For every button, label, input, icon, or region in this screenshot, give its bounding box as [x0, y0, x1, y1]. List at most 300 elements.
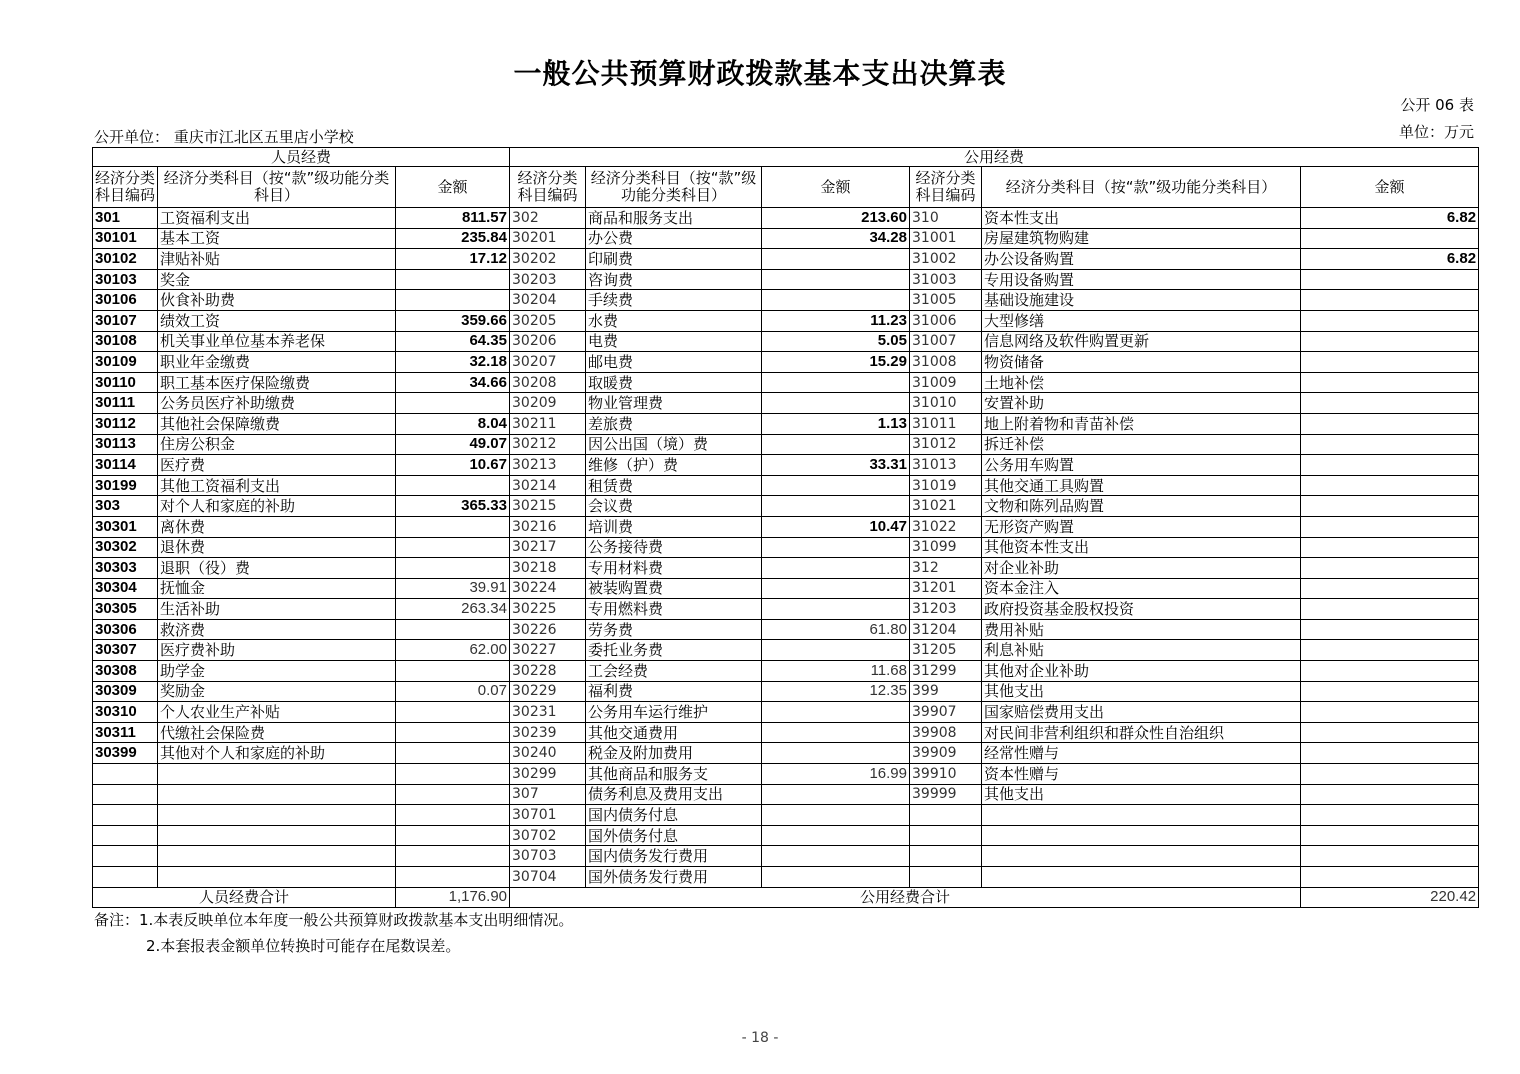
goods-amount-cell	[762, 558, 910, 579]
goods-code-cell: 30216	[510, 516, 586, 537]
table-row	[93, 867, 1479, 888]
personnel-code-cell: 30308	[93, 661, 158, 682]
personnel-code-cell: 30108	[93, 331, 158, 352]
table-row	[93, 393, 1479, 414]
personnel-amount-cell	[396, 805, 510, 826]
capital-amount-cell	[1301, 784, 1479, 805]
goods-code-cell: 30209	[510, 393, 586, 414]
personnel-amount-cell	[396, 784, 510, 805]
capital-item-cell: 经常性赠与	[982, 743, 1301, 764]
personnel-item-cell: 医疗费补助	[158, 640, 396, 661]
table-row	[93, 619, 1479, 640]
capital-item-cell: 利息补贴	[982, 640, 1301, 661]
table-row	[93, 455, 1479, 476]
capital-amount-cell	[1301, 290, 1479, 311]
capital-amount-cell	[1301, 372, 1479, 393]
personnel-total-label: 人员经费合计	[93, 887, 396, 907]
goods-item-cell: 国外债务付息	[586, 825, 762, 846]
personnel-amount-cell: 64.35	[396, 331, 510, 352]
capital-code-cell: 31009	[910, 372, 982, 393]
capital-code-cell: 31021	[910, 496, 982, 517]
goods-amount-cell: 5.05	[762, 331, 910, 352]
goods-amount-cell	[762, 578, 910, 599]
personnel-code-cell: 30113	[93, 434, 158, 455]
personnel-amount-cell: 62.00	[396, 640, 510, 661]
capital-code-cell: 31008	[910, 352, 982, 373]
table-row	[93, 661, 1479, 682]
personnel-item-cell: 生活补助	[158, 599, 396, 620]
capital-code-cell: 312	[910, 558, 982, 579]
personnel-amount-cell	[396, 702, 510, 723]
personnel-amount-cell	[396, 558, 510, 579]
capital-amount-cell	[1301, 805, 1479, 826]
personnel-item-cell	[158, 805, 396, 826]
capital-amount-cell: 6.82	[1301, 249, 1479, 270]
personnel-amount-cell	[396, 475, 510, 496]
goods-code-cell: 30239	[510, 722, 586, 743]
goods-amount-cell	[762, 269, 910, 290]
header-capital-name: 经济分类科目（按“款”级功能分类科目）	[982, 167, 1301, 208]
goods-code-cell: 30208	[510, 372, 586, 393]
table-row	[93, 352, 1479, 373]
goods-code-cell: 30702	[510, 825, 586, 846]
capital-code-cell: 31204	[910, 619, 982, 640]
capital-item-cell: 信息网络及软件购置更新	[982, 331, 1301, 352]
table-row	[93, 702, 1479, 723]
table-row	[93, 249, 1479, 270]
goods-item-cell: 公务接待费	[586, 537, 762, 558]
personnel-item-cell	[158, 846, 396, 867]
capital-code-cell	[910, 867, 982, 888]
personnel-amount-cell: 359.66	[396, 310, 510, 331]
personnel-item-cell: 奖励金	[158, 681, 396, 702]
personnel-amount-cell	[396, 393, 510, 414]
table-row	[93, 331, 1479, 352]
goods-item-cell: 商品和服务支出	[586, 208, 762, 229]
goods-item-cell: 租赁费	[586, 475, 762, 496]
personnel-item-cell: 公务员医疗补助缴费	[158, 393, 396, 414]
goods-code-cell: 30224	[510, 578, 586, 599]
goods-item-cell: 咨询费	[586, 269, 762, 290]
capital-code-cell: 39999	[910, 784, 982, 805]
capital-code-cell: 31003	[910, 269, 982, 290]
goods-item-cell: 其他商品和服务支	[586, 764, 762, 785]
personnel-item-cell: 奖金	[158, 269, 396, 290]
goods-amount-cell: 15.29	[762, 352, 910, 373]
table-row	[93, 846, 1479, 867]
goods-item-cell: 邮电费	[586, 352, 762, 373]
table-row	[93, 310, 1479, 331]
table-row	[93, 516, 1479, 537]
personnel-amount-cell: 39.91	[396, 578, 510, 599]
goods-amount-cell	[762, 393, 910, 414]
personnel-code-cell: 30106	[93, 290, 158, 311]
goods-code-cell: 30201	[510, 228, 586, 249]
capital-amount-cell	[1301, 578, 1479, 599]
capital-amount-cell	[1301, 599, 1479, 620]
personnel-code-cell: 30107	[93, 310, 158, 331]
goods-code-cell: 30211	[510, 413, 586, 434]
capital-code-cell: 310	[910, 208, 982, 229]
personnel-code-cell: 30310	[93, 702, 158, 723]
personnel-item-cell: 住房公积金	[158, 434, 396, 455]
table-row	[93, 496, 1479, 517]
capital-item-cell	[982, 867, 1301, 888]
capital-code-cell: 39909	[910, 743, 982, 764]
personnel-item-cell: 代缴社会保险费	[158, 722, 396, 743]
personnel-item-cell: 医疗费	[158, 455, 396, 476]
personnel-code-cell: 30305	[93, 599, 158, 620]
goods-item-cell: 委托业务费	[586, 640, 762, 661]
currency-unit: 单位：万元	[1398, 123, 1474, 141]
capital-item-cell: 文物和陈列品购置	[982, 496, 1301, 517]
personnel-code-cell: 30114	[93, 455, 158, 476]
page-title: 一般公共预算财政拨款基本支出决算表	[513, 57, 1007, 90]
goods-code-cell: 30227	[510, 640, 586, 661]
personnel-amount-cell: 811.57	[396, 208, 510, 229]
capital-item-cell: 资本金注入	[982, 578, 1301, 599]
capital-amount-cell	[1301, 434, 1479, 455]
goods-amount-cell	[762, 372, 910, 393]
goods-amount-cell	[762, 434, 910, 455]
goods-code-cell: 307	[510, 784, 586, 805]
goods-code-cell: 30213	[510, 455, 586, 476]
table-row	[93, 290, 1479, 311]
goods-code-cell: 30214	[510, 475, 586, 496]
capital-code-cell	[910, 805, 982, 826]
capital-amount-cell	[1301, 558, 1479, 579]
goods-code-cell: 30203	[510, 269, 586, 290]
personnel-amount-cell	[396, 825, 510, 846]
goods-code-cell: 30204	[510, 290, 586, 311]
personnel-item-cell: 绩效工资	[158, 310, 396, 331]
capital-item-cell: 物资储备	[982, 352, 1301, 373]
goods-item-cell: 取暖费	[586, 372, 762, 393]
public-total-label: 公用经费合计	[510, 887, 1301, 907]
capital-code-cell: 31007	[910, 331, 982, 352]
goods-amount-cell	[762, 784, 910, 805]
capital-code-cell	[910, 846, 982, 867]
goods-amount-cell: 12.35	[762, 681, 910, 702]
personnel-amount-cell: 263.34	[396, 599, 510, 620]
capital-item-cell: 其他支出	[982, 681, 1301, 702]
capital-amount-cell	[1301, 475, 1479, 496]
table-row	[93, 372, 1479, 393]
goods-item-cell: 国内债务发行费用	[586, 846, 762, 867]
personnel-item-cell: 离休费	[158, 516, 396, 537]
personnel-amount-cell	[396, 722, 510, 743]
table-row	[93, 825, 1479, 846]
goods-amount-cell	[762, 249, 910, 270]
personnel-code-cell: 30102	[93, 249, 158, 270]
table-row	[93, 228, 1479, 249]
goods-code-cell: 30207	[510, 352, 586, 373]
table-row	[93, 537, 1479, 558]
personnel-amount-cell	[396, 661, 510, 682]
capital-amount-cell	[1301, 331, 1479, 352]
section-public: 公用经费	[510, 148, 1479, 167]
goods-item-cell: 电费	[586, 331, 762, 352]
goods-code-cell: 30231	[510, 702, 586, 723]
goods-code-cell: 302	[510, 208, 586, 229]
capital-code-cell: 39910	[910, 764, 982, 785]
personnel-code-cell: 30311	[93, 722, 158, 743]
personnel-amount-cell	[396, 743, 510, 764]
table-row	[93, 640, 1479, 661]
goods-item-cell: 国外债务发行费用	[586, 867, 762, 888]
goods-item-cell: 差旅费	[586, 413, 762, 434]
capital-code-cell: 31013	[910, 455, 982, 476]
capital-item-cell: 土地补偿	[982, 372, 1301, 393]
capital-item-cell: 无形资产购置	[982, 516, 1301, 537]
personnel-item-cell	[158, 784, 396, 805]
personnel-amount-cell: 34.66	[396, 372, 510, 393]
capital-item-cell	[982, 805, 1301, 826]
public-total-amount: 220.42	[1301, 887, 1479, 907]
goods-code-cell: 30212	[510, 434, 586, 455]
header-personnel-amount: 金额	[396, 167, 510, 208]
goods-code-cell: 30228	[510, 661, 586, 682]
personnel-code-cell	[93, 846, 158, 867]
personnel-code-cell: 30307	[93, 640, 158, 661]
header-goods-code: 经济分类科目编码	[510, 167, 586, 208]
capital-amount-cell	[1301, 661, 1479, 682]
capital-item-cell: 对民间非营利组织和群众性自治组织	[982, 722, 1301, 743]
goods-amount-cell	[762, 702, 910, 723]
goods-code-cell: 30703	[510, 846, 586, 867]
personnel-item-cell	[158, 867, 396, 888]
capital-amount-cell	[1301, 310, 1479, 331]
personnel-item-cell: 对个人和家庭的补助	[158, 496, 396, 517]
goods-code-cell: 30299	[510, 764, 586, 785]
goods-item-cell: 福利费	[586, 681, 762, 702]
goods-item-cell: 因公出国（境）费	[586, 434, 762, 455]
goods-amount-cell	[762, 825, 910, 846]
personnel-item-cell: 其他对个人和家庭的补助	[158, 743, 396, 764]
table-row	[93, 743, 1479, 764]
personnel-amount-cell	[396, 619, 510, 640]
personnel-code-cell: 30399	[93, 743, 158, 764]
table-row	[93, 475, 1479, 496]
goods-amount-cell: 11.23	[762, 310, 910, 331]
goods-amount-cell	[762, 867, 910, 888]
capital-code-cell: 31019	[910, 475, 982, 496]
goods-item-cell: 专用燃料费	[586, 599, 762, 620]
table-row	[93, 764, 1479, 785]
header-personnel-code: 经济分类科目编码	[93, 167, 158, 208]
personnel-item-cell: 职工基本医疗保险缴费	[158, 372, 396, 393]
capital-amount-cell	[1301, 455, 1479, 476]
personnel-code-cell	[93, 805, 158, 826]
personnel-amount-cell: 49.07	[396, 434, 510, 455]
goods-amount-cell	[762, 805, 910, 826]
goods-item-cell: 其他交通费用	[586, 722, 762, 743]
capital-amount-cell: 6.82	[1301, 208, 1479, 229]
goods-item-cell: 维修（护）费	[586, 455, 762, 476]
capital-amount-cell	[1301, 764, 1479, 785]
capital-amount-cell	[1301, 516, 1479, 537]
header-goods-amount: 金额	[762, 167, 910, 208]
goods-amount-cell: 11.68	[762, 661, 910, 682]
personnel-item-cell: 退休费	[158, 537, 396, 558]
goods-amount-cell	[762, 743, 910, 764]
table-row	[93, 413, 1479, 434]
personnel-amount-cell	[396, 846, 510, 867]
personnel-code-cell: 301	[93, 208, 158, 229]
totals-row	[93, 887, 1479, 907]
personnel-amount-cell	[396, 269, 510, 290]
goods-item-cell: 公务用车运行维护	[586, 702, 762, 723]
personnel-code-cell: 303	[93, 496, 158, 517]
capital-item-cell: 专用设备购置	[982, 269, 1301, 290]
goods-amount-cell	[762, 537, 910, 558]
goods-item-cell: 物业管理费	[586, 393, 762, 414]
capital-amount-cell	[1301, 413, 1479, 434]
table-row	[93, 722, 1479, 743]
capital-code-cell: 39908	[910, 722, 982, 743]
personnel-code-cell: 30309	[93, 681, 158, 702]
capital-item-cell: 安置补助	[982, 393, 1301, 414]
personnel-amount-cell: 8.04	[396, 413, 510, 434]
capital-code-cell: 31012	[910, 434, 982, 455]
capital-amount-cell	[1301, 496, 1479, 517]
capital-amount-cell	[1301, 537, 1479, 558]
table-row	[93, 558, 1479, 579]
capital-code-cell: 31011	[910, 413, 982, 434]
capital-item-cell	[982, 846, 1301, 867]
capital-item-cell	[982, 825, 1301, 846]
personnel-code-cell	[93, 825, 158, 846]
goods-code-cell: 30701	[510, 805, 586, 826]
personnel-code-cell: 30301	[93, 516, 158, 537]
table-row	[93, 805, 1479, 826]
goods-code-cell: 30202	[510, 249, 586, 270]
expenditure-table	[92, 147, 1479, 908]
goods-amount-cell	[762, 846, 910, 867]
capital-item-cell: 资本性支出	[982, 208, 1301, 229]
personnel-code-cell: 30306	[93, 619, 158, 640]
capital-item-cell: 费用补贴	[982, 619, 1301, 640]
personnel-item-cell: 助学金	[158, 661, 396, 682]
personnel-code-cell: 30110	[93, 372, 158, 393]
header-personnel-name: 经济分类科目（按“款”级功能分类科目）	[158, 167, 396, 208]
header-capital-code: 经济分类科目编码	[910, 167, 982, 208]
capital-item-cell: 基础设施建设	[982, 290, 1301, 311]
capital-amount-cell	[1301, 619, 1479, 640]
personnel-item-cell: 工资福利支出	[158, 208, 396, 229]
personnel-amount-cell	[396, 537, 510, 558]
capital-code-cell: 31203	[910, 599, 982, 620]
capital-item-cell: 资本性赠与	[982, 764, 1301, 785]
capital-item-cell: 房屋建筑物购建	[982, 228, 1301, 249]
header-goods-name: 经济分类科目（按“款”级功能分类科目）	[586, 167, 762, 208]
personnel-item-cell: 其他社会保障缴费	[158, 413, 396, 434]
personnel-item-cell: 退职（役）费	[158, 558, 396, 579]
personnel-item-cell: 救济费	[158, 619, 396, 640]
personnel-amount-cell: 17.12	[396, 249, 510, 270]
goods-amount-cell	[762, 290, 910, 311]
goods-code-cell: 30205	[510, 310, 586, 331]
capital-item-cell: 公务用车购置	[982, 455, 1301, 476]
goods-item-cell: 劳务费	[586, 619, 762, 640]
reporting-unit: 公开单位： 重庆市江北区五里店小学校	[94, 128, 354, 146]
form-number: 公开 06 表	[1400, 96, 1474, 114]
capital-code-cell: 31002	[910, 249, 982, 270]
personnel-amount-cell	[396, 867, 510, 888]
goods-code-cell: 30240	[510, 743, 586, 764]
personnel-code-cell	[93, 784, 158, 805]
goods-item-cell: 会议费	[586, 496, 762, 517]
goods-code-cell: 30226	[510, 619, 586, 640]
capital-code-cell: 399	[910, 681, 982, 702]
personnel-code-cell: 30109	[93, 352, 158, 373]
personnel-item-cell: 伙食补助费	[158, 290, 396, 311]
goods-code-cell: 30218	[510, 558, 586, 579]
capital-item-cell: 其他资本性支出	[982, 537, 1301, 558]
table-row	[93, 269, 1479, 290]
capital-code-cell: 31001	[910, 228, 982, 249]
personnel-code-cell: 30111	[93, 393, 158, 414]
page-number: - 18 -	[741, 1030, 779, 1046]
personnel-amount-cell: 10.67	[396, 455, 510, 476]
capital-amount-cell	[1301, 640, 1479, 661]
goods-amount-cell: 213.60	[762, 208, 910, 229]
table-row	[93, 434, 1479, 455]
personnel-amount-cell: 0.07	[396, 681, 510, 702]
goods-item-cell: 印刷费	[586, 249, 762, 270]
table-row	[93, 784, 1479, 805]
capital-amount-cell	[1301, 846, 1479, 867]
personnel-item-cell	[158, 825, 396, 846]
capital-amount-cell	[1301, 352, 1479, 373]
capital-amount-cell	[1301, 681, 1479, 702]
capital-code-cell	[910, 825, 982, 846]
goods-code-cell: 30704	[510, 867, 586, 888]
personnel-amount-cell	[396, 290, 510, 311]
goods-amount-cell: 1.13	[762, 413, 910, 434]
personnel-amount-cell	[396, 516, 510, 537]
capital-item-cell: 拆迁补偿	[982, 434, 1301, 455]
table-row	[93, 578, 1479, 599]
goods-item-cell: 专用材料费	[586, 558, 762, 579]
capital-code-cell: 31299	[910, 661, 982, 682]
goods-amount-cell: 10.47	[762, 516, 910, 537]
capital-amount-cell	[1301, 393, 1479, 414]
personnel-code-cell: 30112	[93, 413, 158, 434]
capital-item-cell: 其他对企业补助	[982, 661, 1301, 682]
capital-item-cell: 办公设备购置	[982, 249, 1301, 270]
capital-code-cell: 31022	[910, 516, 982, 537]
capital-amount-cell	[1301, 269, 1479, 290]
personnel-item-cell: 其他工资福利支出	[158, 475, 396, 496]
personnel-item-cell: 机关事业单位基本养老保	[158, 331, 396, 352]
goods-code-cell: 30206	[510, 331, 586, 352]
capital-code-cell: 31006	[910, 310, 982, 331]
personnel-code-cell	[93, 867, 158, 888]
goods-amount-cell	[762, 722, 910, 743]
capital-item-cell: 其他交通工具购置	[982, 475, 1301, 496]
goods-amount-cell	[762, 496, 910, 517]
personnel-amount-cell	[396, 764, 510, 785]
personnel-code-cell: 30199	[93, 475, 158, 496]
note-line-1: 备注：1.本表反映单位本年度一般公共预算财政拨款基本支出明细情况。	[94, 911, 574, 929]
goods-code-cell: 30225	[510, 599, 586, 620]
personnel-total-amount: 1,176.90	[396, 887, 510, 907]
personnel-amount-cell: 365.33	[396, 496, 510, 517]
capital-amount-cell	[1301, 228, 1479, 249]
personnel-item-cell: 个人农业生产补贴	[158, 702, 396, 723]
goods-item-cell: 水费	[586, 310, 762, 331]
